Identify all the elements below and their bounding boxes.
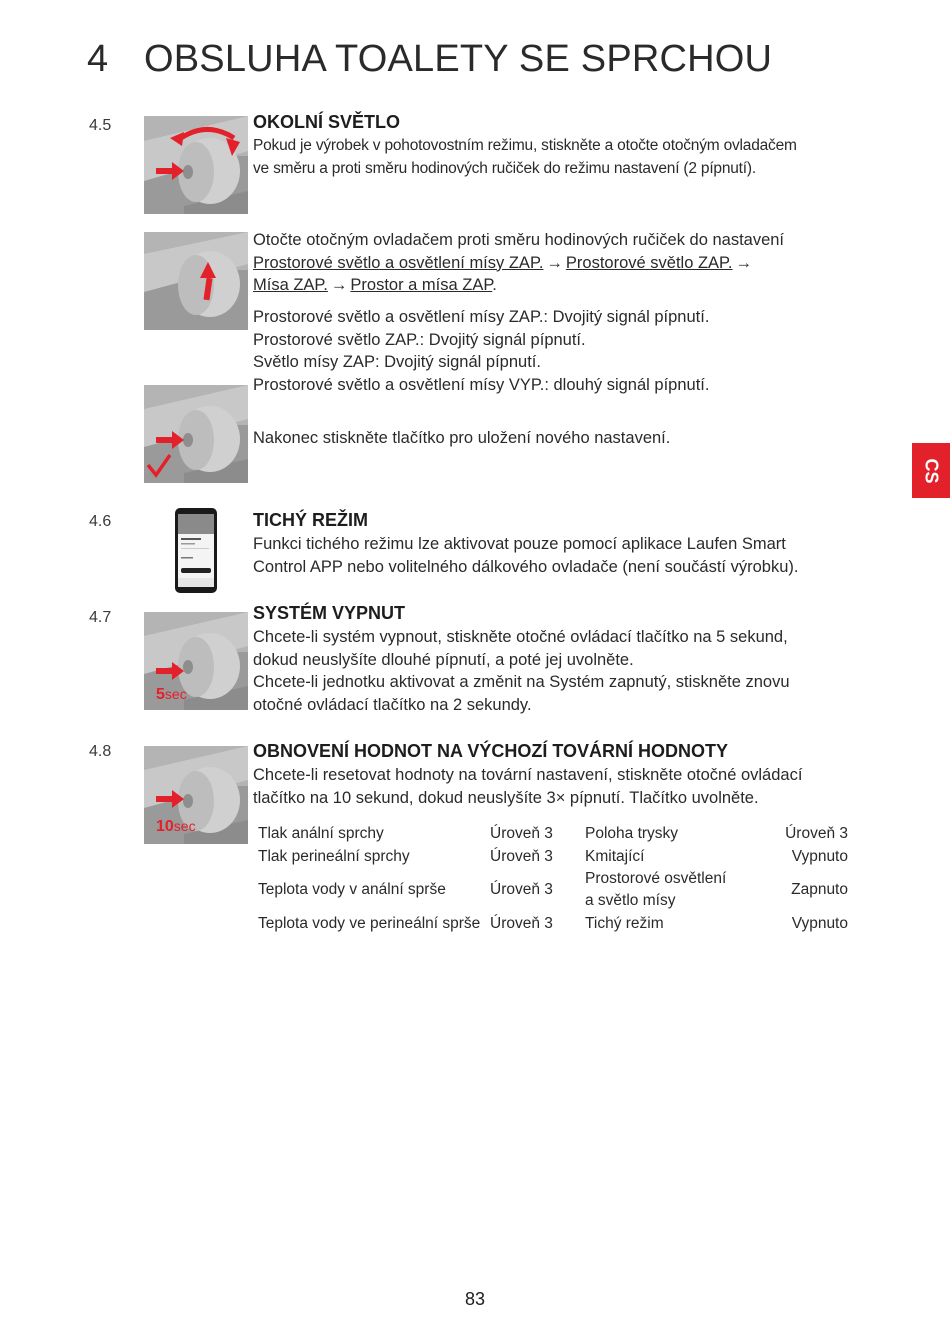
default-values-table	[258, 822, 848, 935]
section-4-5-signals	[253, 306, 863, 396]
chapter-number: 4	[87, 38, 109, 80]
section-4-5-intro	[253, 135, 863, 180]
table-cell-line: a světlo mísy	[585, 892, 676, 909]
hold-duration-label: 10sec	[156, 818, 196, 835]
table-cell: Tlak perineální sprchy	[258, 847, 410, 865]
section-heading-4-8: OBNOVENÍ HODNOT NA VÝCHOZÍ TOVÁRNÍ HODNOTY	[253, 741, 729, 761]
hold-duration-label: 5sec	[156, 686, 187, 703]
language-tab-label: CS	[921, 457, 942, 484]
setting-option-room-and-bowl: Prostorové světlo a osvětlení mísy ZAP.	[253, 253, 544, 272]
text-line: Control APP nebo volitelného dálkového ovladače (není součástí výrobku).	[253, 557, 799, 576]
section-number-4-7: 4.7	[89, 609, 112, 626]
table-cell: Vypnuto	[791, 847, 848, 865]
table-cell: Úroveň 3	[490, 824, 553, 842]
table-cell: Zapnuto	[791, 881, 848, 898]
text-line: otočné ovládací tlačítko na 2 sekundy.	[253, 695, 532, 714]
table-cell: Tichý režim	[585, 914, 664, 932]
table-cell: Tlak anální sprchy	[258, 824, 384, 842]
text-line: Chcete-li resetovat hodnoty na tovární nastavení, stiskněte otočné ovládací	[253, 766, 803, 784]
table-row	[258, 868, 848, 912]
section-number-4-6: 4.6	[89, 513, 112, 530]
table-cell: Poloha trysky	[585, 824, 679, 842]
text-line: tlačítko na 10 sekund, dokud neuslyšíte 3× pípnutí. Tlačítko uvolněte.	[253, 788, 759, 807]
language-tab	[912, 443, 950, 498]
text-line: ve směru a proti směru hodinových ručiček do režimu nastavení (2 pípnutí).	[253, 159, 756, 177]
section-heading-4-5: OKOLNÍ SVĚTLO	[253, 112, 401, 132]
chapter-title: OBSLUHA TOALETY SE SPRCHOU	[144, 38, 773, 80]
section-number-4-8: 4.8	[89, 743, 112, 760]
section-number-4-5: 4.5	[89, 117, 112, 134]
smartphone-app-icon	[175, 508, 217, 593]
table-cell: Úroveň 3	[490, 847, 553, 865]
text-line: Chcete-li systém vypnout, stiskněte otočné ovládací tlačítko na 5 sekund,	[253, 628, 788, 646]
table-cell: Kmitající	[585, 847, 645, 865]
table-cell: Úroveň 3	[490, 881, 553, 898]
text-line: Světlo mísy ZAP: Dvojitý signál pípnutí.	[253, 353, 541, 371]
table-row	[258, 912, 848, 935]
setting-option-room-bowl: Prostor a mísa ZAP	[350, 276, 493, 294]
text-line: Prostorové světlo a osvětlení mísy VYP.: dlouhý signál pípnutí.	[253, 375, 710, 394]
table-cell: Vypnuto	[791, 914, 848, 932]
section-heading-4-6: TICHÝ REŽIM	[253, 510, 368, 530]
table-cell: Teplota vody v anální sprše	[258, 881, 446, 898]
knob-confirm-image	[144, 385, 248, 483]
section-4-7-text	[253, 626, 863, 716]
arrow-right-icon: →	[546, 253, 563, 272]
table-cell: Úroveň 3	[490, 914, 553, 932]
arrow-right-icon: →	[735, 253, 753, 272]
knob-up-image	[144, 232, 248, 330]
table-row	[258, 822, 848, 845]
setting-option-bowl: Mísa ZAP.	[253, 276, 328, 294]
text-line: Prostorové světlo a osvětlení mísy ZAP.: Dvojitý signál pípnutí.	[253, 308, 710, 326]
text-line: Prostorové světlo ZAP.: Dvojitý signál pípnutí.	[253, 330, 586, 349]
table-cell: Teplota vody ve perineální sprše	[258, 914, 481, 932]
page-number: 83	[464, 1289, 486, 1309]
text-line: Funkci tichého režimu lze aktivovat pouze pomocí aplikace Laufen Smart	[253, 535, 786, 553]
knob-10sec-image	[144, 746, 248, 844]
knob-5sec-image	[144, 612, 248, 710]
section-4-6-text	[253, 533, 863, 578]
text-line: dokud neuslyšíte dlouhé pípnutí, a poté jej uvolněte.	[253, 650, 634, 669]
table-cell	[585, 868, 755, 912]
text-line: Pokud je výrobek v pohotovostním režimu, stiskněte a otočte otočným ovladačem	[253, 137, 797, 154]
table-cell: Úroveň 3	[785, 824, 848, 842]
period: .	[492, 276, 497, 294]
section-4-5-settings	[253, 229, 863, 297]
section-heading-4-7: SYSTÉM VYPNUT	[253, 603, 406, 623]
text-line: Chcete-li jednotku aktivovat a změnit na Systém zapnutý, stiskněte znovu	[253, 673, 790, 691]
arrow-right-icon: →	[330, 276, 348, 294]
table-row	[258, 845, 848, 868]
setting-option-room: Prostorové světlo ZAP.	[565, 253, 733, 272]
section-4-5-save: Nakonec stiskněte tlačítko pro uložení nového nastavení.	[253, 429, 671, 447]
section-4-8-text	[253, 764, 863, 809]
text-line: Otočte otočným ovladačem proti směru hodinových ručiček do nastavení	[253, 231, 785, 249]
table-cell-line: Prostorové osvětlení	[585, 870, 727, 887]
knob-rotate-image	[144, 116, 248, 214]
